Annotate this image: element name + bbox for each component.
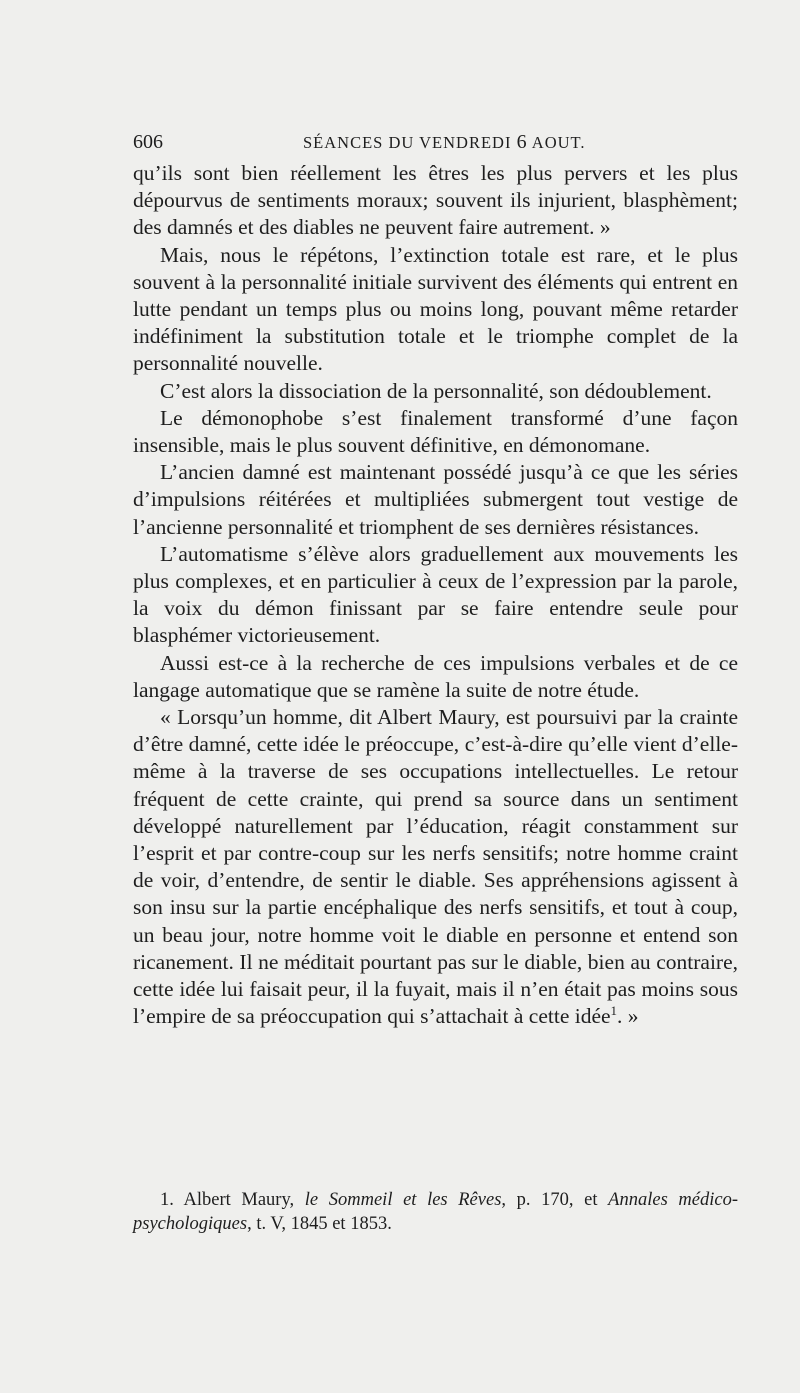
paragraph: Aussi est-ce à la recherche de ces impulsions verbales et de ce langage automatique que se ramène la suite de notre étude. xyxy=(133,650,738,702)
running-title-prefix: SÉANCES DU VENDREDI xyxy=(303,133,517,152)
footnote-middle: , p. 170, et xyxy=(501,1190,609,1210)
footnote-title-1: le Sommeil et les Rêves xyxy=(304,1190,502,1210)
footnote-number: 1. xyxy=(160,1190,174,1210)
page-number: 606 xyxy=(133,131,163,153)
paragraph-continued: qu’ils sont bien réellement les êtres les plus pervers et les plus dépourvus de sentiments moraux; souvent ils injurient, blasphèment; des damnés et des diables ne peuvent faire autrement. » xyxy=(133,161,738,240)
paragraph: Le démonophobe s’est finalement transformé d’une façon insensible, mais le plus souvent définitive, en démonomane. xyxy=(133,405,738,458)
quotation-close: . » xyxy=(617,1004,639,1029)
footnote-title-2: Annales médico-psychologiques xyxy=(133,1190,738,1234)
quotation-text: « Lorsqu’un homme, dit Albert Maury, est poursuivi par la crainte d’être damné, cette idée le préoccupe, c’est-à-dire qu’elle vient d’elle-même à la traverse de ses occupations intellectuelles. Le retour fréquent de cette crainte, qui prend sa source dans un sentiment développé naturellement par l’éducation, réagit constamment sur l’esprit et par contre-coup sur les nerfs sensitifs; notre homme craint de voir, d’entendre, de sentir le diable. Ses appréhensions agissent à son insu sur la partie encéphalique des nerfs sensitifs, et tout à coup, un beau jour, notre homme voit le diable en personne et entend son ricanement. Il ne méditait pourtant pas sur le diable, bien au contraire, cette idée lui faisait peur, il la fuyait, mais il n’en était pas moins sous l’empire de sa préoccupation qui s’attachait à cette idée xyxy=(133,705,738,1029)
running-title-suffix: AOUT. xyxy=(527,133,586,152)
footnote-end: , t. V, 1845 et 1853. xyxy=(247,1214,392,1234)
paragraph: L’ancien damné est maintenant possédé jusqu’à ce que les séries d’impulsions réitérées et multipliées submergent tout vestige de l’ancienne personnalité et triomphent de ses dernières résistances. xyxy=(133,460,738,539)
paragraph: Mais, nous le répétons, l’extinction totale est rare, et le plus souvent à la personnalité initiale survivent des éléments qui entrent en lutte pendant un temps plus ou moins long, pouvant même retarder indéfiniment la substitution totale et le triomphe complet de la personnalité nouvelle. xyxy=(133,242,738,376)
footnote-reference: 1 xyxy=(610,1003,618,1019)
footnote-author: Albert Maury, xyxy=(173,1190,305,1210)
paragraph: C’est alors la dissociation de la personnalité, son dédoublement. xyxy=(160,378,712,403)
quotation-paragraph xyxy=(133,704,738,1030)
running-title-date: 6 xyxy=(516,131,528,153)
paragraph: L’automatisme s’élève alors graduellement aux mouvements les plus complexes, et en particulier à ceux de l’expression par la parole, la voix du démon finissant par se faire entendre seule pour blasphémer victorieusement. xyxy=(133,541,738,648)
body-text xyxy=(133,160,738,1031)
footnote xyxy=(133,1188,738,1236)
running-title xyxy=(303,128,586,157)
page-header xyxy=(133,128,738,156)
